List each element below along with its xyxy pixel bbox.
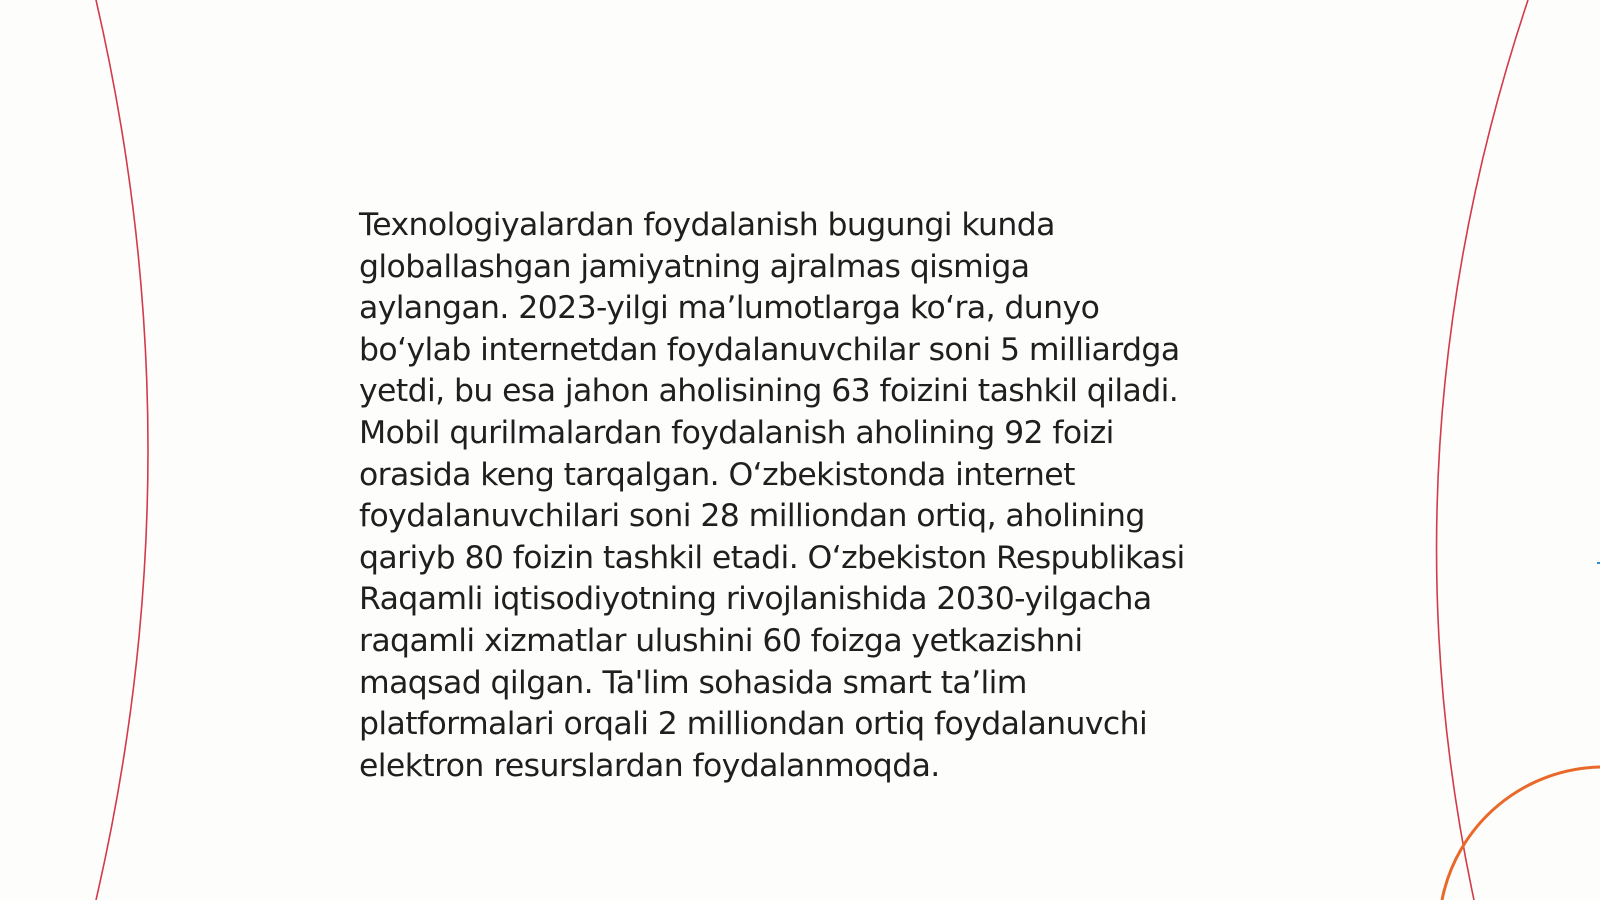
paragraph-line: Mobil qurilmalardan foydalanish aholining 92 foizi xyxy=(359,414,1114,451)
paragraph-line: platformalari orqali 2 milliondan ortiq foydalanuvchi xyxy=(359,706,1148,743)
paragraph-line: bo‘ylab internetdan foydalanuvchilar soni 5 milliardga xyxy=(359,331,1180,368)
body-paragraph xyxy=(359,205,1259,787)
paragraph-line: foydalanuvchilari soni 28 milliondan ortiq, aholining xyxy=(359,498,1145,535)
paragraph-line: Raqamli iqtisodiyotning rivojlanishida 2030-yilgacha xyxy=(359,581,1152,618)
paragraph-line: maqsad qilgan. Ta'lim sohasida smart ta’lim xyxy=(359,664,1027,701)
left-curve-line xyxy=(96,0,148,900)
corner-arc xyxy=(1442,767,1600,900)
paragraph-line: orasida keng tarqalgan. O‘zbekistonda internet xyxy=(359,456,1075,493)
paragraph-line: Texnologiyalardan foydalanish bugungi kunda xyxy=(359,207,1055,243)
right-curve-line xyxy=(1437,0,1528,900)
paragraph-line: qariyb 80 foizin tashkil etadi. O‘zbekiston Respublikasi xyxy=(359,539,1185,576)
paragraph-line: yetdi, bu esa jahon aholisining 63 foizini tashkil qiladi. xyxy=(359,373,1179,410)
paragraph-line: raqamli xizmatlar ulushini 60 foizga yetkazishni xyxy=(359,622,1083,659)
paragraph-line: globallashgan jamiyatning ajralmas qismiga xyxy=(359,248,1030,285)
paragraph-line: aylangan. 2023-yilgi ma’lumotlarga ko‘ra, dunyo xyxy=(359,290,1100,327)
paragraph-line: elektron resurslardan foydalanmoqda. xyxy=(359,747,940,784)
